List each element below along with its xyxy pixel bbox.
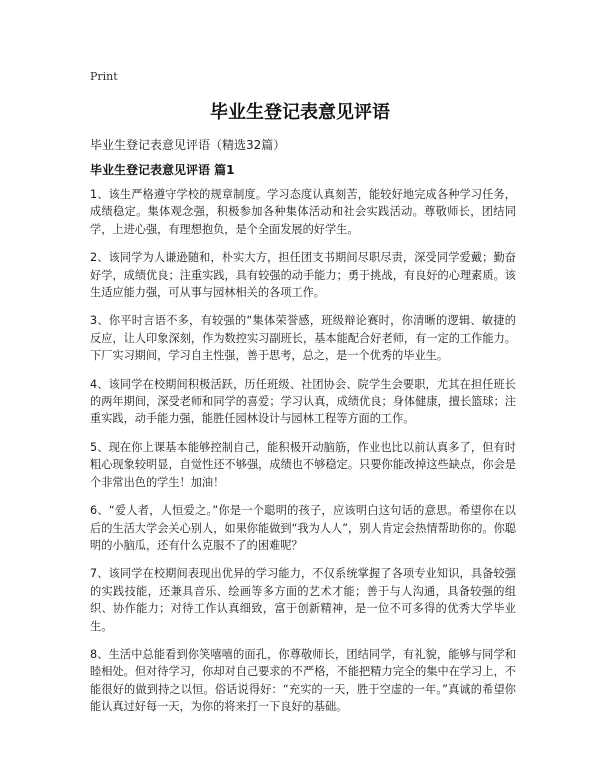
section-heading: 毕业生登记表意见评语 篇1 bbox=[90, 163, 235, 177]
comment-paragraph-5: 5、现在你上课基本能够控制自己，能积极开动脑筋，作业也比以前认真多了，但有时粗心现象较明显，自觉性还不够强，成绩也不够稳定。只要你能改掉这些缺点，你会是个非常出色的学生！加油！ bbox=[90, 440, 516, 489]
comment-paragraph-2: 2、该同学为人谦逊随和，朴实大方，担任团支书期间尽职尽责，深受同学爱戴；勤奋好学，成绩优良；注重实践，具有较强的动手能力；勇于挑战，有良好的心理素质。该生适应能力强，可从事与园林相关的各项工作。 bbox=[90, 251, 516, 300]
comment-paragraph-6: 6、“爱人者，人恒爱之。”你是一个聪明的孩子，应该明白这句话的意思。希望你在以后的生活大学会关心别人，如果你能做到“我为人人”，别人肯定会热情帮助你的。你聪明的小脑瓜，还有什么克服不了的困难呢？ bbox=[90, 504, 516, 552]
print-label: Print bbox=[90, 70, 118, 83]
page-title: 毕业生登记表意见评语 bbox=[210, 102, 390, 123]
comment-paragraph-1: 1、该生严格遵守学校的规章制度。学习态度认真刻苦，能较好地完成各种学习任务，成绩稳定。集体观念强，积极参加各种集体活动和社会实践活动。尊敬师长，团结同学，上进心强，有理想抱负，是个全面发展的好学生。 bbox=[90, 188, 516, 236]
document-subtitle: 毕业生登记表意见评语（精选32篇） bbox=[90, 138, 286, 152]
comment-paragraph-8: 8、生活中总能看到你笑嘻嘻的面孔，你尊敬师长，团结同学，有礼貌，能够与同学和睦相处。但对待学习，你却对自己要求的不严格，不能把精力完全的集中在学习上，不能很好的做到持之以恒。俗话说得好：“充实的一天，胜于空虚的一年。”真诚的希望你能认真过好每一天，为你的将来打一下良好的基础。 bbox=[90, 647, 516, 714]
comment-paragraph-4: 4、该同学在校期间积极活跃，历任班级、社团协会、院学生会要职，尤其在担任班长的两年期间，深受老师和同学的喜爱；学习认真，成绩优良；身体健康，擅长篮球；注重实践，动手能力强，能胜任园林设计与园林工程等方面的工作。 bbox=[90, 377, 516, 426]
comment-paragraph-3: 3、你平时言语不多，有较强的“集体荣誉感，班级辩论赛时，你清晰的逻辑、敏捷的反应，让人印象深刻，作为数控实习副班长，基本能配合好老师，有一定的工作能力。下厂实习期间，学习自主性强，善于思考，总之，是一个优秀的毕业生。 bbox=[90, 314, 516, 363]
comment-paragraph-7: 7、该同学在校期间表现出优异的学习能力，不仅系统掌握了各项专业知识，具备较强的实践技能，还兼具音乐、绘画等多方面的艺术才能；善于与人沟通，具备较强的组织、协作能力；对待工作认真细致，富于创新精神，是一位不可多得的优秀大学毕业生。 bbox=[90, 567, 516, 633]
comment-list bbox=[90, 186, 516, 727]
